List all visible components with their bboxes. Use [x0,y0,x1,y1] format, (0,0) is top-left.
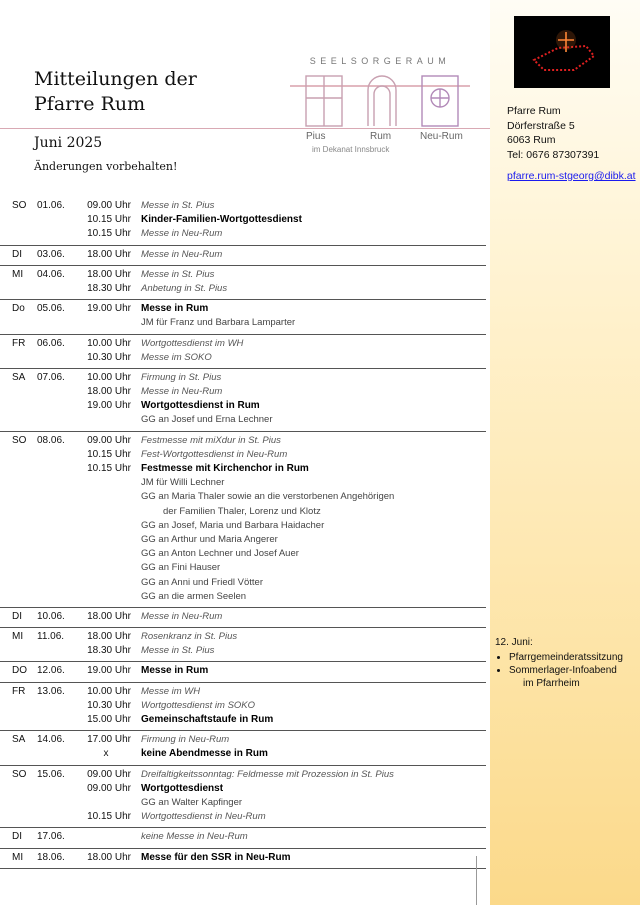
schedule-day [0,849,486,869]
seal-title: SEELSORGERAUM [309,56,451,66]
schedule-row [0,227,486,241]
contact-name: Pfarre Rum [507,105,561,117]
news-item: • Sommerlager-Infoabend [509,664,623,677]
schedule-row [0,576,486,590]
weekday-label: MI [12,851,24,863]
event-description: Messe in St. Pius [141,200,215,211]
event-description: Messe für den SSR in Neu-Rum [141,851,291,863]
news-continuation: im Pfarrheim [523,678,580,689]
event-description: GG an Josef und Erna Lechner [141,414,273,426]
lamp-icon [514,16,610,88]
title-line-1: Mitteilungen der [34,68,197,90]
event-description: GG an die armen Seelen [141,590,247,602]
weekday-label: MI [12,631,24,643]
weekday-label: SO [12,768,27,780]
schedule-table [0,197,486,869]
date-label: 05.06. [37,303,65,315]
schedule-row [0,796,486,810]
date-label: 15.06. [37,768,65,780]
contact-city: 6063 Rum [507,134,556,146]
seal-name-rum: Rum [370,131,392,142]
seal-name-neurum: Neu-Rum [420,131,463,142]
email-link[interactable]: pfarre.rum-stgeorg@dibk.at [507,170,636,182]
time-label: 09.00 Uhr [87,200,131,211]
schedule-row [0,476,486,490]
schedule-row [0,610,486,624]
schedule-row [0,199,486,213]
schedule-day [0,266,486,300]
schedule-row [0,282,486,296]
event-description: Wortgottesdienst im WH [141,337,244,349]
event-description: GG an Josef, Maria und Barbara Haidacher [141,519,325,531]
schedule-day [0,197,486,246]
schedule-row [0,248,486,262]
month-label: Juni 2025 [34,135,103,151]
contact-street: Dörferstraße 5 [507,119,575,132]
weekday-label: MI [12,268,24,280]
event-description: Festmesse mit Kirchenchor in Rum [141,463,309,474]
schedule-row [0,413,486,427]
schedule-row [0,519,486,533]
contact-phone: Tel: 0676 87307391 [507,148,600,161]
schedule-day [0,432,486,608]
schedule-row [0,490,486,504]
weekday-label: SO [12,434,27,446]
time-label: 18.30 Uhr [87,645,131,657]
event-description: keine Messe in Neu-Rum [141,831,248,843]
time-label: x [103,748,109,760]
footer-divider [476,856,477,905]
schedule-row [0,561,486,575]
schedule-row [0,302,486,316]
schedule-day [0,608,486,628]
schedule-day [0,662,486,682]
weekday-label: DI [12,831,22,843]
date-label: 13.06. [37,685,65,697]
schedule-row [0,385,486,399]
event-description: Messe in Neu-Rum [141,610,223,622]
schedule-day [0,731,486,765]
event-description: GG an Anni und Friedl Vötter [141,576,263,588]
event-description: JM für Franz und Barbara Lamparter [141,317,296,329]
time-label: 19.00 Uhr [87,303,131,315]
schedule-row [0,810,486,824]
schedule-day [0,766,486,829]
title-line-2: Pfarre Rum [34,93,146,115]
event-description: Messe in St. Pius [141,645,215,657]
news-heading: 12. Juni: [495,637,533,648]
weekday-label: SA [12,734,26,746]
time-label: 18.00 Uhr [87,386,131,398]
event-description: GG an Fini Hauser [141,562,221,574]
weekday-label: FR [12,337,26,349]
schedule-row [0,685,486,699]
event-description: Festmesse mit miXdur in St. Pius [141,434,281,446]
schedule-day [0,628,486,662]
weekday-label: FR [12,685,26,697]
schedule-row [0,713,486,727]
time-label: 19.00 Uhr [87,665,131,677]
schedule-row [0,830,486,844]
date-label: 07.06. [37,371,65,383]
time-label: 10.00 Uhr [87,371,131,383]
event-description: GG an Anton Lechner und Josef Auer [141,548,299,560]
event-description: Fest-Wortgottesdienst in Neu-Rum [141,448,288,460]
time-label: 09.00 Uhr [87,434,131,446]
schedule-row [0,316,486,330]
schedule-row [0,533,486,547]
schedule-row [0,462,486,476]
event-description: Messe in St. Pius [141,268,215,280]
weekday-label: SO [12,200,27,211]
schedule-row [0,448,486,462]
schedule-row [0,213,486,227]
schedule-day [0,828,486,848]
schedule-day [0,300,486,334]
time-label: 18.00 Uhr [87,268,131,280]
schedule-row [0,337,486,351]
event-description: Kinder-Familien-Wortgottesdienst [141,214,302,226]
seal-subtitle: im Dekanat Innsbruck [312,145,390,154]
schedule-row [0,371,486,385]
schedule-row [0,664,486,678]
date-label: 08.06. [37,434,65,446]
time-label: 10.30 Uhr [87,351,131,363]
schedule-day [0,683,486,732]
date-label: 14.06. [37,734,65,746]
event-description: Anbetung in St. Pius [141,282,228,294]
news-list [495,651,623,677]
event-description: Wortgottesdienst in Rum [141,400,260,412]
time-label: 10.15 Uhr [87,448,131,460]
event-description: Wortgottesdienst im SOKO [141,699,256,711]
schedule-row [0,630,486,644]
seelsorgeraum-logo [290,56,470,158]
event-description: Wortgottesdienst [141,782,224,794]
event-description: GG an Arthur und Maria Angerer [141,533,278,545]
time-label: 10.30 Uhr [87,699,131,711]
date-label: 12.06. [37,665,65,677]
schedule-row [0,547,486,561]
event-description: Gemeinschaftstaufe in Rum [141,714,274,725]
event-description: Dreifaltigkeitssonntag: Feldmesse mit Prozession in St. Pius [141,768,394,780]
date-label: 17.06. [37,831,65,843]
schedule-row [0,768,486,782]
event-description: Rosenkranz in St. Pius [141,631,238,643]
event-description: Firmung in St. Pius [141,371,222,383]
weekday-label: DI [12,610,22,622]
date-label: 06.06. [37,337,65,349]
date-label: 03.06. [37,248,65,260]
schedule-row [0,782,486,796]
event-description: Messe in Rum [141,665,209,677]
schedule-row [0,747,486,761]
event-description: GG an Walter Kapfinger [141,796,243,808]
event-description: Messe in Neu-Rum [141,228,223,240]
event-description: der Familien Thaler, Lorenz und Klotz [163,505,321,517]
schedule-row [0,699,486,713]
contact-block [507,104,599,162]
schedule-day [0,335,486,369]
time-label: 09.00 Uhr [87,782,131,794]
date-label: 18.06. [37,851,65,863]
time-label: 15.00 Uhr [87,714,131,725]
schedule-row [0,733,486,747]
event-description: JM für Willi Lechner [141,477,225,489]
schedule-row [0,351,486,365]
time-label: 18.00 Uhr [87,610,131,622]
schedule-day [0,369,486,432]
schedule-row [0,399,486,413]
weekday-label: Do [12,303,25,315]
schedule-row [0,268,486,282]
weekday-label: DI [12,248,22,260]
news-box [495,636,623,690]
date-label: 11.06. [37,631,65,643]
schedule-row [0,590,486,604]
time-label: 10.00 Uhr [87,685,131,697]
time-label: 18.30 Uhr [87,282,131,294]
time-label: 09.00 Uhr [87,768,131,780]
event-description: Messe im SOKO [141,351,212,363]
schedule-row [0,505,486,519]
time-label: 10.15 Uhr [87,228,131,240]
date-label: 10.06. [37,610,65,622]
schedule-row [0,644,486,658]
seal-name-pius: Pius [306,131,326,142]
event-description: GG an Maria Thaler sowie an die verstorbenen Angehörigen [141,491,395,503]
page-title [34,67,197,117]
event-description: Messe im WH [141,685,201,697]
weekday-label: DO [12,665,27,677]
time-label: 10.15 Uhr [87,463,131,474]
event-description: Messe in Neu-Rum [141,248,223,260]
time-label: 19.00 Uhr [87,400,131,412]
time-label: 18.00 Uhr [87,851,131,863]
parish-logo [514,16,610,88]
date-label: 01.06. [37,200,65,211]
church-windows-icon [290,68,470,130]
time-label: 17.00 Uhr [87,734,131,746]
schedule-day [0,246,486,266]
weekday-label: SA [12,371,26,383]
event-description: keine Abendmesse in Rum [141,748,268,760]
event-description: Messe in Rum [141,303,209,315]
time-label: 10.15 Uhr [87,214,131,226]
news-item: • Pfarrgemeinderatssitzung [509,651,623,664]
time-label: 10.15 Uhr [87,811,131,823]
schedule-row [0,851,486,865]
disclaimer-note: Änderungen vorbehalten! [34,160,178,173]
time-label: 18.00 Uhr [87,631,131,643]
time-label: 10.00 Uhr [87,337,131,349]
time-label: 18.00 Uhr [87,248,131,260]
event-description: Messe in Neu-Rum [141,386,223,398]
event-description: Wortgottesdienst in Neu-Rum [141,811,266,823]
schedule-row [0,434,486,448]
date-label: 04.06. [37,268,65,280]
event-description: Firmung in Neu-Rum [141,734,230,746]
